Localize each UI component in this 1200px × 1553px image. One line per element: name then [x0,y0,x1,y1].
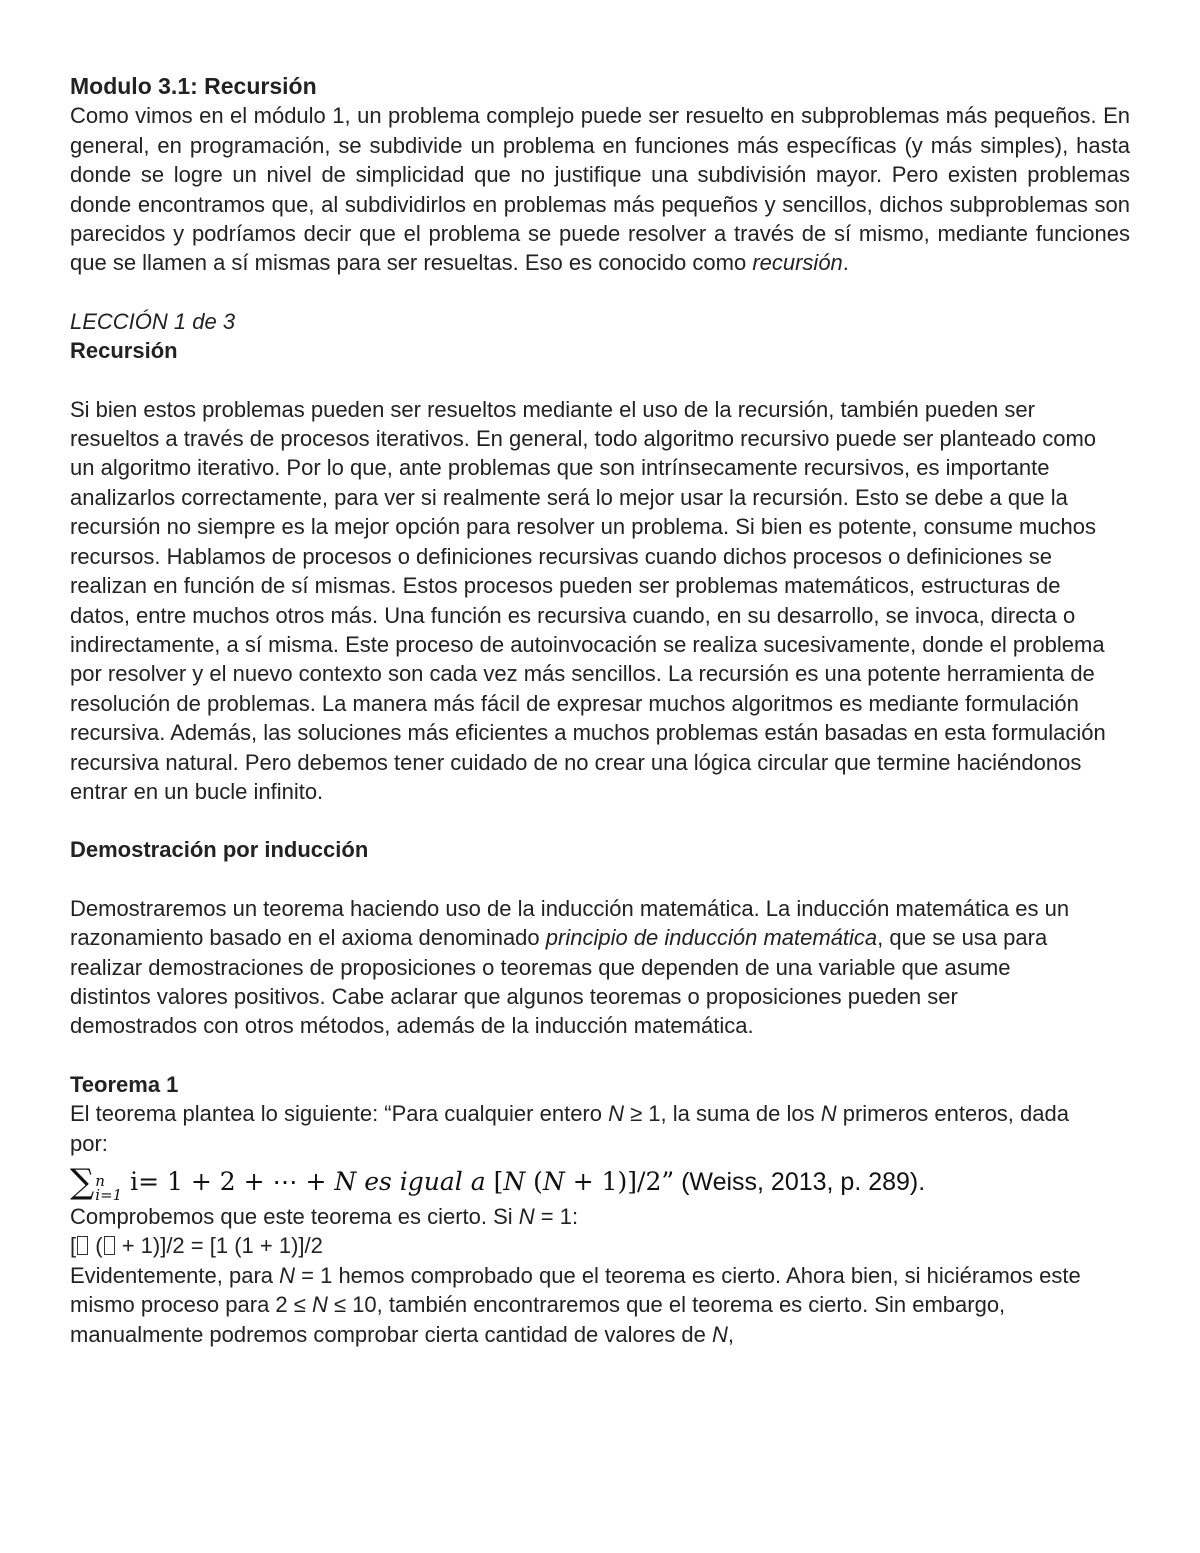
theorem-var-n: N [608,1101,624,1127]
ev-d: , [727,1321,735,1347]
sum-upper-limit: n [95,1172,105,1190]
intro-emphasis: recursión [752,250,843,276]
ev-var-n: N [279,1262,296,1288]
formula-part-a: i= 1 + 2 + ⋯ + [122,1167,335,1196]
ev-var-n-3: N [712,1321,728,1347]
induction-text: Demostraremos un teorema haciendo uso de la inducción matemática. La inducción matemática es un razonamiento basado en el axioma denominado [70,895,1070,951]
induction-paragraph [70,894,1085,1041]
evidence-paragraph [70,1261,1110,1349]
formula-part-d: N [503,1167,526,1196]
intro-paragraph [70,101,1130,277]
lesson-title: Recursión [70,338,178,364]
intro-text: Como vimos en el módulo 1, un problema complejo puede ser resuelto en subproblemas más pequeños. En general, en programación, se subdivide un problema en funciones más específicas (y más simples), hasta donde se logre un nivel de simplicidad que no justifique una subdivisión mayor. Pero existen problemas donde encontramos que, al subdividirlos en problemas más pequeños y sencillos, dichos subproblemas son parecidos y podríamos decir que el problema se puede resolver a través de sí mismo, mediante funciones que se llamen a sí mismas para ser resueltas. Eso es conocido como [70,103,1130,276]
formula-part-g: + 1)]/2” [564,1167,675,1196]
spacer [70,366,1130,395]
ev-a: Evidentemente, para [70,1262,280,1288]
ev-b: = 1 hemos comprobado que el teorema es cierto. Ahora bien, si hiciéramos este mismo proceso para 2 ≤ [70,1262,1081,1318]
lesson-paragraph: Si bien estos problemas pueden ser resueltos mediante el uso de la recursión, también pueden ser resueltos a través de procesos iterativos. En general, todo algoritmo recursivo puede ser planteado como un algoritmo iterativo. Por lo que, ante problemas que son intrínsecamente recursivos, es importante analizarlos correctamente, para ver si realmente será lo mejor usar la recursión. Esto se debe a que la recursión no siempre es la mejor opción para resolver un problema. Si bien es potente, consume muchos recursos. Hablamos de procesos o definiciones recursivas cuando dichos procesos o definiciones se realizan en función de sí mismas. Estos procesos pueden ser problemas matemáticos, estructuras de datos, entre muchos otros más. Una función es recursiva cuando, en su desarrollo, se invoca, directa o indirectamente, a sí misma. Este proceso de autoinvocación se realiza sucesivamente, donde el problema por resolver y el nuevo contexto son cada vez más sencillos. La recursión es una potente herramienta de resolución de problemas. La manera más fácil de expresar muchos algoritmos es mediante formulación recursiva. Además, las soluciones más eficientes a muchos problemas están basadas en esta formulación recursiva natural. Pero debemos tener cuidado de no crear una lógica circular que termine haciéndonos entrar en un bucle infinito. [70,396,1106,804]
lesson-label: LECCIÓN 1 de 3 [70,308,236,334]
intro-end: . [842,250,849,276]
check-a: Comprobemos que este teorema es cierto. Si [70,1204,519,1229]
sum-limits [95,1174,122,1202]
induction-emphasis: principio de inducción matemática [545,925,878,951]
theorem-stmt-c: primeros enteros, dada por: [70,1101,1069,1156]
formula-part-f: N [542,1167,565,1196]
spacer [70,806,1130,835]
module-heading: Modulo 3.1: Recursión [70,73,317,99]
theorem-title: Teorema 1 [70,1071,179,1097]
spacer [70,1041,1130,1070]
ev-c: ≤ 10, también encontraremos que el teorema es cierto. Sin embargo, manualmente podremos comprobar cierta cantidad de valores de [70,1292,1006,1347]
check-b: = 1: [534,1204,579,1229]
formula-part-b: N es igual a [334,1167,486,1196]
eq-c: + 1)]/2 = [1 (1 + 1)]/2 [115,1233,323,1259]
theorem-stmt-a: El teorema plantea lo siguiente: “Para cualquier entero [70,1101,609,1127]
formula-citation: (Weiss, 2013, p. 289). [674,1168,926,1196]
eq-b: ( [89,1233,103,1259]
document-page [70,72,1130,1349]
formula-part-c: [ [485,1167,504,1196]
sum-lower-limit: i=1 [95,1186,123,1204]
ev-var-n-2: N [311,1292,328,1318]
missing-glyph-icon [104,1236,115,1255]
theorem-statement [70,1099,1080,1158]
theorem-var-n-2: N [820,1101,837,1127]
check-var-n: N [518,1204,535,1229]
theorem-stmt-b: ≥ 1, la suma de los [624,1101,821,1127]
induction-title: Demostración por inducción [70,837,369,863]
induction-text-end: , que se usa para realizar demostraciones de proposiciones o teoremas que dependen de una variable que asume distintos valores positivos. Cabe aclarar que algunos teoremas o proposiciones pueden ser demostrados con otros métodos, además de la inducción matemática. [70,925,1048,1039]
formula-part-e: ( [525,1167,543,1196]
sum-formula [70,1160,1130,1202]
spacer [70,865,1130,894]
sigma-symbol: ∑ [70,1162,95,1202]
equation-line [70,1231,1130,1260]
check-line [70,1202,1130,1231]
missing-glyph-icon [77,1236,88,1255]
spacer [70,278,1130,307]
eq-a: [ [70,1233,77,1259]
